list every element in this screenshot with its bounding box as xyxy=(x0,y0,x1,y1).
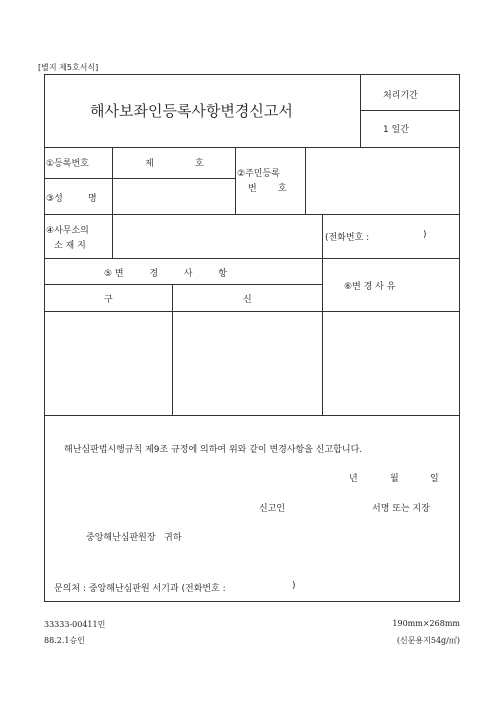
processing-label: 처리기간 xyxy=(383,91,418,101)
new-label: 신 xyxy=(243,295,252,305)
reg-no-field[interactable] xyxy=(160,152,190,170)
date-month: 월 xyxy=(390,474,399,484)
resident-no-label-2a: 번 xyxy=(248,184,257,194)
footer-size: 190mm×268mm xyxy=(392,619,460,628)
date-year: 년 xyxy=(349,474,358,484)
name-label-1: ③성 xyxy=(46,194,63,204)
change-header: ⑤ 변 경 사 항 xyxy=(104,269,227,279)
old-content-field[interactable] xyxy=(46,313,170,413)
declaration-statement: 해난심판법시행규칙 제9조 규정에 의하여 위와 같이 변경사항을 신고합니다. xyxy=(64,445,363,455)
reason-label: ⑥변 경 사 유 xyxy=(344,282,396,292)
form-title: 해사보좌인등록사항변경신고서 xyxy=(90,102,293,120)
inquiry-close: ) xyxy=(292,581,296,591)
resident-no-label-2b: 호 xyxy=(278,184,287,194)
processing-value: 1 일간 xyxy=(383,125,409,135)
name-field[interactable] xyxy=(114,181,233,211)
phone-close: ) xyxy=(423,230,427,240)
new-content-field[interactable] xyxy=(174,313,320,413)
reg-no-suffix: 호 xyxy=(195,159,204,169)
recipient: 중앙해난심판원장 귀하 xyxy=(86,533,182,543)
footer-code: 33333-00411민 xyxy=(44,620,106,629)
footer-paper: (신문용지54g/㎡) xyxy=(396,636,460,645)
name-label-2: 명 xyxy=(88,194,97,204)
reg-no-label: ①등록번호 xyxy=(46,159,89,169)
date-day: 일 xyxy=(430,474,439,484)
inquiry: 문의처 : 중앙해난심판원 서기과 (전화번호 : xyxy=(54,584,226,594)
sign-label: 서명 또는 지장 xyxy=(372,504,430,514)
declarant-label: 신고인 xyxy=(259,504,286,514)
footer-approval: 88.2.1승인 xyxy=(44,636,85,645)
resident-no-field[interactable] xyxy=(307,150,457,210)
phone-label: (전화번호 : xyxy=(325,233,370,243)
reg-no-prefix: 제 xyxy=(145,159,154,169)
old-label: 구 xyxy=(104,295,113,305)
form-code: [별지 제5호서식] xyxy=(38,63,99,72)
office-label-1: ④사무소의 xyxy=(46,226,89,236)
office-address-field[interactable] xyxy=(114,217,319,255)
reason-content-field[interactable] xyxy=(324,313,458,413)
office-label-2: 소 재 지 xyxy=(54,241,86,251)
resident-no-label-1: ②주민등록 xyxy=(237,169,280,179)
